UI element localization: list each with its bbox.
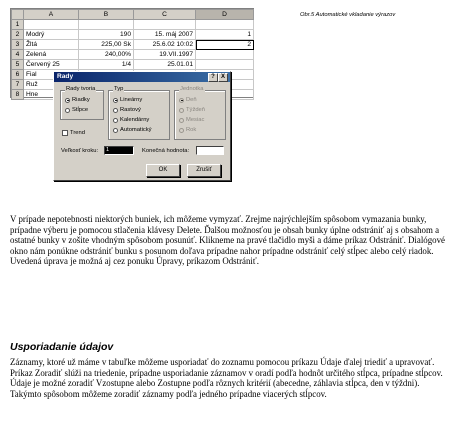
column-header-c[interactable]: C xyxy=(134,10,196,20)
cell[interactable] xyxy=(196,50,254,60)
radio-icon xyxy=(179,108,184,113)
column-header-b[interactable]: B xyxy=(79,10,134,20)
cell[interactable]: 19.VII.1997 xyxy=(134,50,196,60)
corner-cell[interactable] xyxy=(12,10,24,20)
row-header[interactable]: 1 xyxy=(12,20,24,30)
radio-autofill[interactable] xyxy=(113,127,152,133)
table-row xyxy=(12,50,254,60)
radio-day[interactable] xyxy=(179,97,197,103)
radio-icon xyxy=(113,108,118,113)
active-cell[interactable]: 2 xyxy=(196,40,254,50)
cell[interactable] xyxy=(24,20,79,30)
row-header[interactable]: 2 xyxy=(12,30,24,40)
radio-label: Deň xyxy=(186,97,197,103)
radio-label: Riadky xyxy=(72,97,90,103)
radio-month[interactable] xyxy=(179,117,204,123)
series-dialog xyxy=(53,71,231,181)
cell[interactable]: 190 xyxy=(79,30,134,40)
type-group xyxy=(108,86,170,140)
cell[interactable]: 15. máj 2007 xyxy=(134,30,196,40)
radio-week[interactable] xyxy=(179,107,205,113)
section-heading: Usporiadanie údajov xyxy=(10,341,114,353)
radio-icon xyxy=(65,108,70,113)
step-value-input[interactable]: 1 xyxy=(104,146,134,155)
stop-value-input[interactable] xyxy=(196,146,224,155)
step-label: Veľkosť kroku: xyxy=(61,148,99,154)
radio-icon xyxy=(179,98,184,103)
figure-caption: Obr.5 Automatické vkladanie výrazov xyxy=(300,12,396,18)
cell[interactable] xyxy=(79,20,134,30)
radio-label: Týždeň xyxy=(186,107,206,113)
trend-checkbox[interactable] xyxy=(62,130,85,136)
cell[interactable]: Zelená xyxy=(24,50,79,60)
ok-button[interactable]: OK xyxy=(146,164,180,177)
cell[interactable]: Modrý xyxy=(24,30,79,40)
group-label: Jednotka xyxy=(180,86,204,92)
cell[interactable]: 25.6.02 10:02 xyxy=(134,40,196,50)
dialog-titlebar[interactable] xyxy=(54,72,230,82)
group-label: Typ xyxy=(114,86,124,92)
cell[interactable]: 1/4 xyxy=(79,60,134,70)
radio-label: Stĺpce xyxy=(72,107,89,113)
cell[interactable] xyxy=(196,20,254,30)
cell[interactable]: 25.01.01 xyxy=(134,60,196,70)
series-in-group xyxy=(60,86,104,120)
cell[interactable]: Fial xyxy=(24,70,79,80)
cell[interactable]: Červený 25 xyxy=(24,60,79,70)
stop-label: Konečná hodnota: xyxy=(142,148,190,154)
date-unit-group xyxy=(174,86,226,140)
radio-year[interactable] xyxy=(179,127,196,133)
column-header-row xyxy=(12,10,254,20)
radio-label: Lineárny xyxy=(120,97,143,103)
radio-growth[interactable] xyxy=(113,107,141,113)
radio-columns[interactable] xyxy=(65,107,88,113)
table-row xyxy=(12,60,254,70)
radio-icon xyxy=(65,98,70,103)
cell[interactable]: Žltá xyxy=(24,40,79,50)
table-row xyxy=(12,40,254,50)
cell[interactable]: Hne xyxy=(24,90,79,100)
cell[interactable] xyxy=(134,20,196,30)
column-header-d[interactable]: D xyxy=(196,10,254,20)
radio-label: Rastový xyxy=(120,107,141,113)
radio-label: Automatický xyxy=(120,127,152,133)
row-header[interactable]: 4 xyxy=(12,50,24,60)
paragraph-delete-cells: V prípade nepotebnosti niektorých buniek, ich môžeme vymyzať. Zrejme najrýchlejším spôsobom vymazania bunky, prípadne výberu je pomocou stlačenia klávesy Delete. Ďalšou možnosťou je obsah bunky úplne odstrániť aj s obsahom a ostatné bunky v zošite vhodným spôsobom posunúť. Klikneme na pravé tlačidlo myši a dáme príkaz Odstrániť. Dialógové okno nám ponúkne odstrániť bunku s posunom doľava prípadne nahor prípadne odstrániť celý stĺpec alebo celý riadok. Uvedená úprava je možná aj cez ponuku Úpravy, príkazom Odstrániť. xyxy=(10,214,445,266)
cell[interactable] xyxy=(196,60,254,70)
dialog-title: Rady xyxy=(57,73,74,80)
row-header[interactable]: 8 xyxy=(12,90,24,100)
radio-label: Mesiac xyxy=(186,117,205,123)
help-icon[interactable]: ? xyxy=(208,73,218,82)
row-header[interactable]: 3 xyxy=(12,40,24,50)
radio-rows[interactable] xyxy=(65,97,90,103)
radio-linear[interactable] xyxy=(113,97,142,103)
radio-icon xyxy=(113,118,118,123)
radio-icon xyxy=(113,98,118,103)
checkbox-label: Trend xyxy=(70,130,85,136)
row-header[interactable]: 6 xyxy=(12,70,24,80)
radio-icon xyxy=(179,128,184,133)
radio-label: Rok xyxy=(186,127,197,133)
close-icon[interactable]: X xyxy=(218,73,228,82)
cell[interactable]: 240,00% xyxy=(79,50,134,60)
cell[interactable]: 1 xyxy=(196,30,254,40)
radio-icon xyxy=(113,128,118,133)
row-header[interactable]: 7 xyxy=(12,80,24,90)
cancel-button[interactable]: Zrušiť xyxy=(187,164,221,177)
row-header[interactable]: 5 xyxy=(12,60,24,70)
table-row xyxy=(12,20,254,30)
radio-label: Kalendárny xyxy=(120,117,150,123)
cell[interactable]: 225,00 Sk xyxy=(79,40,134,50)
column-header-a[interactable]: A xyxy=(24,10,79,20)
cell[interactable]: Ruž xyxy=(24,80,79,90)
radio-icon xyxy=(179,118,184,123)
checkbox-icon xyxy=(62,130,68,136)
group-label: Rady tvoria xyxy=(66,86,96,92)
table-row xyxy=(12,30,254,40)
paragraph-sort-data: Záznamy, ktoré už máme v tabuľke môžeme usporiadať do zoznamu pomocou príkazu Údaje ďalej triediť a upravovať. Príkaz Zoradiť slúži na triedenie, prípadne usporiadanie záznamov v oradí podľa hodnôt určitého stĺpca, prípadne stĺpcov. Údaje je možné zoradiť Vzostupne alebo Zostupne podľa rôznych kritérií (abecedne, záhlavia stĺpca, den v týždni). Takýmto spôsobom môžeme zoradiť záznamy podľa jedného prípadne viacerých stĺpcov. xyxy=(10,357,443,399)
radio-date[interactable] xyxy=(113,117,149,123)
